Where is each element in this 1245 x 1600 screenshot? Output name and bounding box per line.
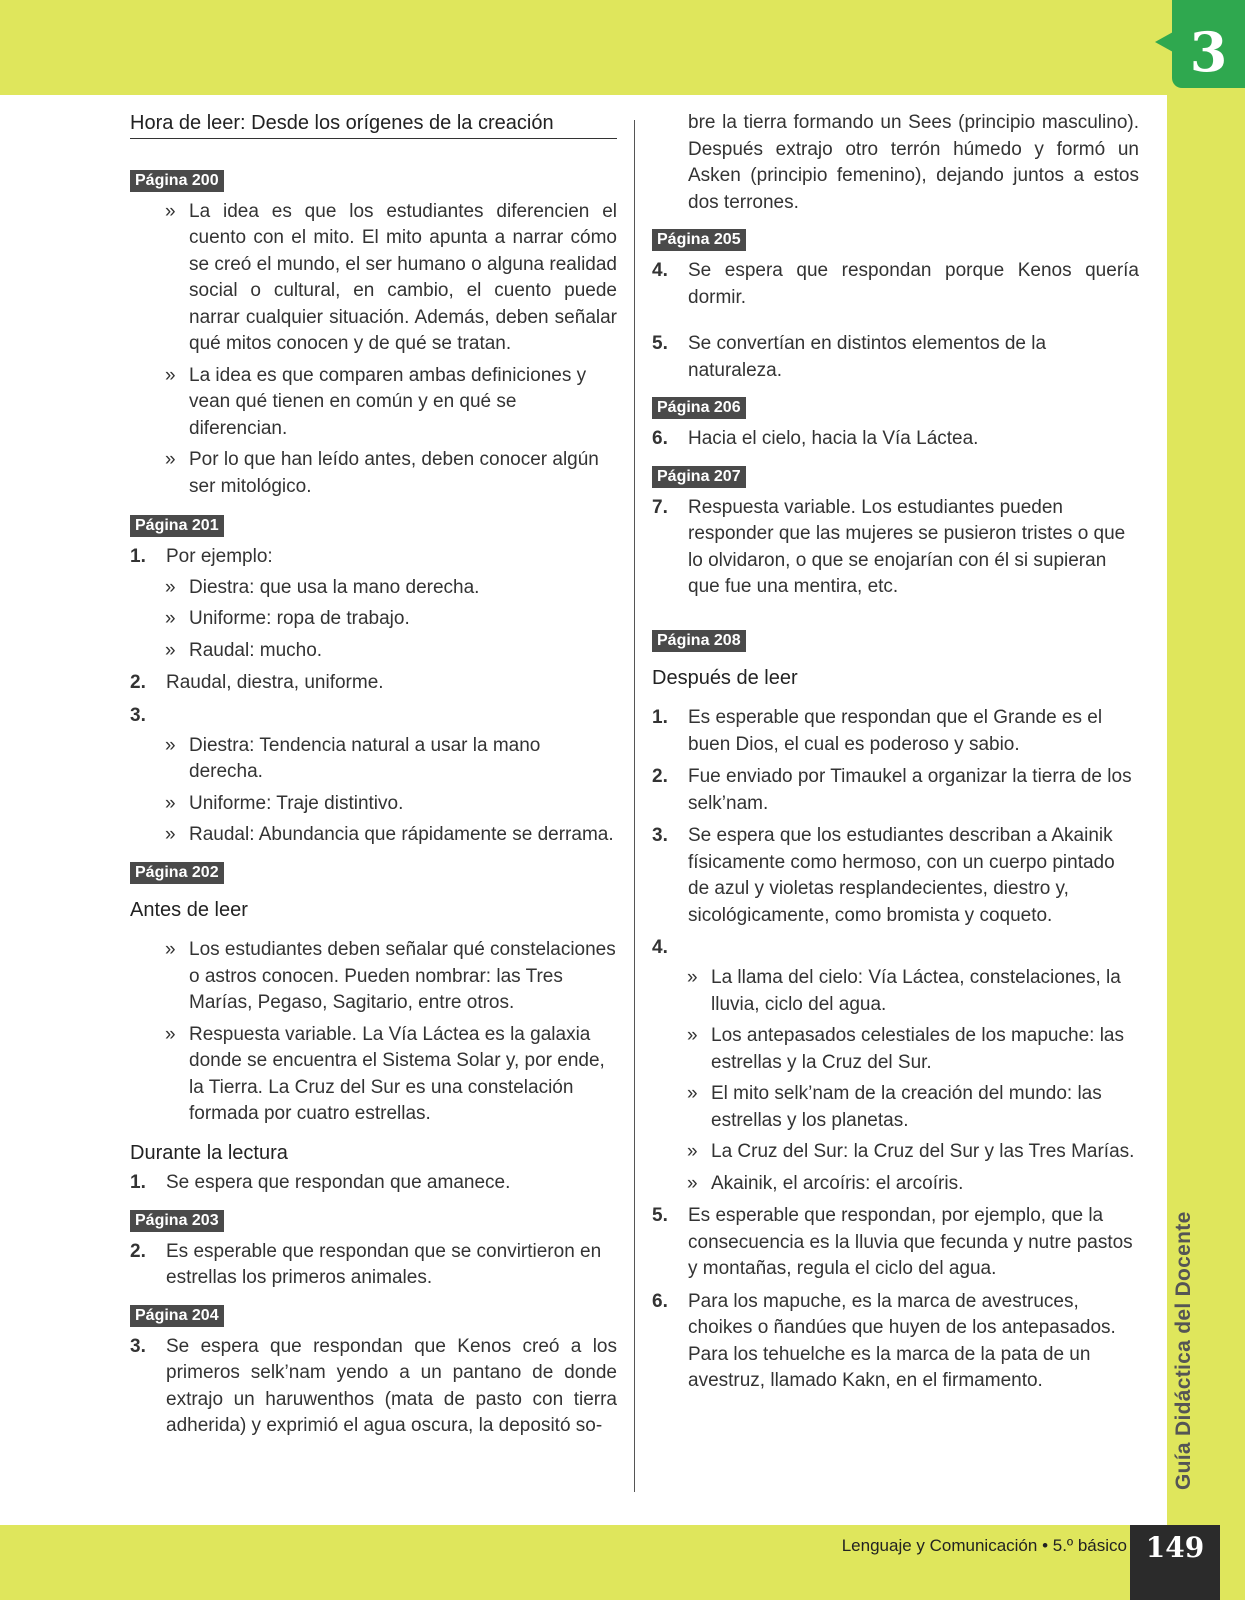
item-number: 2.: [130, 1240, 146, 1262]
item-text: Por ejemplo:: [166, 546, 273, 567]
sub-bullets: [166, 733, 617, 849]
continued-paragraph: bre la tierra formando un Sees (principio masculino). Después extrajo otro terrón húmedo y formó un Asken (principio femenino), dejando juntos a estos dos terrones.: [688, 112, 1139, 213]
page-tag-207: Página 207: [652, 466, 746, 488]
list-item: » Los estudiantes deben señalar qué constelaciones o astros conocen. Pueden nombrar: las Tres Marías, Pegaso, Sagitario, entre otros.: [189, 937, 617, 1017]
page-tag-208: Página 208: [652, 630, 746, 652]
item-number: 2.: [652, 766, 668, 787]
numbered-item: [652, 495, 1139, 601]
numbered-item: [652, 935, 1139, 1197]
item-text: Para los mapuche, es la marca de avestruces, choikes o ñandúes que huyen de los antepasados. Para los tehuelche es la marca de la pata de un avestruz, llamado Kakn, en el firmamento.: [688, 1290, 1116, 1391]
page-number: 149: [1130, 1525, 1220, 1600]
list-item: » Por lo que han leído antes, deben conocer algún ser mitológico.: [189, 447, 617, 500]
chapter-tab-notch: [1155, 32, 1173, 52]
numbered-item: [130, 1239, 617, 1292]
page-tag-202: Página 202: [130, 862, 224, 884]
during-reading-items: [130, 1170, 617, 1197]
item-text: Hacia el cielo, hacia la Vía Láctea.: [688, 428, 979, 449]
before-reading-heading: Antes de leer: [130, 898, 248, 921]
list-item: » Uniforme: ropa de trabajo.: [189, 606, 617, 633]
list-item: » La Cruz del Sur: la Cruz del Sur y las Tres Marías.: [711, 1139, 1139, 1166]
item-number: 5.: [652, 333, 668, 354]
item-text: Se espera que los estudiantes describan a Akainik físicamente como hermoso, con un cuerpo pintado de azul y violetas resplandecientes, diestro y, sicológicamente, como bromista y coqueto.: [688, 825, 1115, 926]
header-band: [0, 0, 1245, 95]
left-column: [130, 110, 617, 1450]
chapter-number-tab: 3: [1172, 0, 1245, 88]
numbered-item: [652, 331, 1139, 384]
p203-items: [130, 1239, 617, 1292]
p206-items: [652, 426, 1139, 453]
numbered-item: [652, 705, 1139, 758]
item-number: 1.: [130, 1172, 146, 1193]
item-text: Raudal, diestra, uniforme.: [166, 672, 384, 693]
p200-bullets: [130, 199, 617, 501]
item-text: Se espera que respondan que amanece.: [166, 1172, 511, 1193]
list-item: » Raudal: mucho.: [189, 638, 617, 665]
list-item: » La llama del cielo: Vía Láctea, constelaciones, la lluvia, ciclo del agua.: [711, 965, 1139, 1018]
item-number: 2.: [130, 672, 146, 693]
item-number: 5.: [652, 1205, 668, 1226]
item-text: Es esperable que respondan, por ejemplo, que la consecuencia es la lluvia que fecunda y nutre pastos y montañas, regula el ciclo del agua.: [688, 1205, 1133, 1279]
footer-subject: Lenguaje y Comunicación • 5.º básico: [841, 1536, 1127, 1555]
p201-items: [130, 544, 617, 849]
page-tag-206: Página 206: [652, 397, 746, 419]
before-reading-bullets: [130, 937, 617, 1128]
list-item: » Raudal: Abundancia que rápidamente se derrama.: [189, 822, 617, 849]
item-number: 7.: [652, 496, 668, 518]
numbered-item: [130, 544, 617, 664]
list-item: » Diestra: Tendencia natural a usar la mano derecha.: [189, 733, 617, 786]
list-item: » Los antepasados celestiales de los mapuche: las estrellas y la Cruz del Sur.: [711, 1023, 1139, 1076]
page-tag-200: Página 200: [130, 170, 224, 192]
sub-bullets: [688, 965, 1139, 1197]
p205-items: [652, 258, 1139, 384]
item-text: Fue enviado por Timaukel a organizar la tierra de los selk’nam.: [688, 766, 1132, 814]
item-number: 1.: [652, 707, 668, 728]
section-title: Hora de leer: Desde los orígenes de la creación: [130, 110, 617, 139]
p207-items: [652, 495, 1139, 601]
item-text: Es esperable que respondan que se convirtieron en estrellas los primeros animales.: [166, 1240, 602, 1288]
item-number: 4.: [652, 260, 668, 281]
list-item: » Uniforme: Traje distintivo.: [189, 791, 617, 818]
item-number: 3.: [130, 1335, 146, 1357]
column-divider: [634, 120, 635, 1492]
page-tag-201: Página 201: [130, 515, 224, 537]
page-tag-204: Página 204: [130, 1305, 224, 1327]
item-text: Es esperable que respondan que el Grande es el buen Dios, el cual es poderoso y sabio.: [688, 707, 1103, 755]
after-reading-heading: Después de leer: [652, 666, 798, 689]
numbered-item: [652, 258, 1139, 311]
p204-items: [130, 1334, 617, 1440]
sub-bullets: [166, 575, 617, 665]
item-number: 6.: [652, 1290, 668, 1312]
item-number: 4.: [652, 937, 668, 958]
numbered-item: [652, 426, 1139, 453]
item-text: Respuesta variable. Los estudiantes pueden responder que las mujeres se pusieron tristes o que lo olvidaron, o que se enojarían con él si supieran que fue una mentira, etc.: [688, 496, 1126, 597]
numbered-item: [130, 1170, 617, 1197]
numbered-item: [130, 670, 617, 697]
page-tag-203: Página 203: [130, 1210, 224, 1232]
list-item: » Respuesta variable. La Vía Láctea es la galaxia donde se encuentra el Sistema Solar y, por ende, la Tierra. La Cruz del Sur es una constelación formada por cuatro estrellas.: [189, 1022, 617, 1128]
item-number: 3.: [652, 825, 668, 846]
list-item: » La idea es que los estudiantes diferencien el cuento con el mito. El mito apunta a narrar cómo se creó el mundo, el ser humano o alguna realidad social o cultural, en cambio, el cuento puede narrar cualquier situación. Además, deben señalar qué mitos conocen y de qué se tratan.: [189, 199, 617, 358]
after-reading-items: [652, 705, 1139, 1395]
page-tag-205: Página 205: [652, 229, 746, 251]
side-title: Guía Didáctica del Docente: [1172, 1211, 1195, 1490]
list-item: » Diestra: que usa la mano derecha.: [189, 575, 617, 602]
item-number: 1.: [130, 546, 146, 567]
item-text: Se convertían en distintos elementos de la naturaleza.: [688, 333, 1047, 381]
numbered-item: [652, 1203, 1139, 1283]
item-number: 6.: [652, 428, 668, 449]
item-number: 3.: [130, 704, 146, 726]
list-item: » El mito selk’nam de la creación del mundo: las estrellas y los planetas.: [711, 1081, 1139, 1134]
numbered-item: [652, 764, 1139, 817]
numbered-item: [652, 1289, 1139, 1395]
during-reading-heading: Durante la lectura: [130, 1141, 288, 1164]
numbered-item: [652, 823, 1139, 929]
list-item: » Akainik, el arcoíris: el arcoíris.: [711, 1171, 1139, 1198]
item-text: Se espera que respondan que Kenos creó a los primeros selk’nam yendo a un pantano de donde extrajo un haruwenthos (mata de pasto con tierra adherida) y exprimió el agua oscura, la depositó so-: [166, 1335, 617, 1436]
list-item: » La idea es que comparen ambas definiciones y vean qué tienen en común y en qué se diferencian.: [189, 363, 617, 443]
item-text: Se espera que respondan porque Kenos quería dormir.: [688, 260, 1139, 308]
numbered-item: [130, 703, 617, 849]
right-column: [652, 110, 1139, 1405]
numbered-item: [130, 1334, 617, 1440]
